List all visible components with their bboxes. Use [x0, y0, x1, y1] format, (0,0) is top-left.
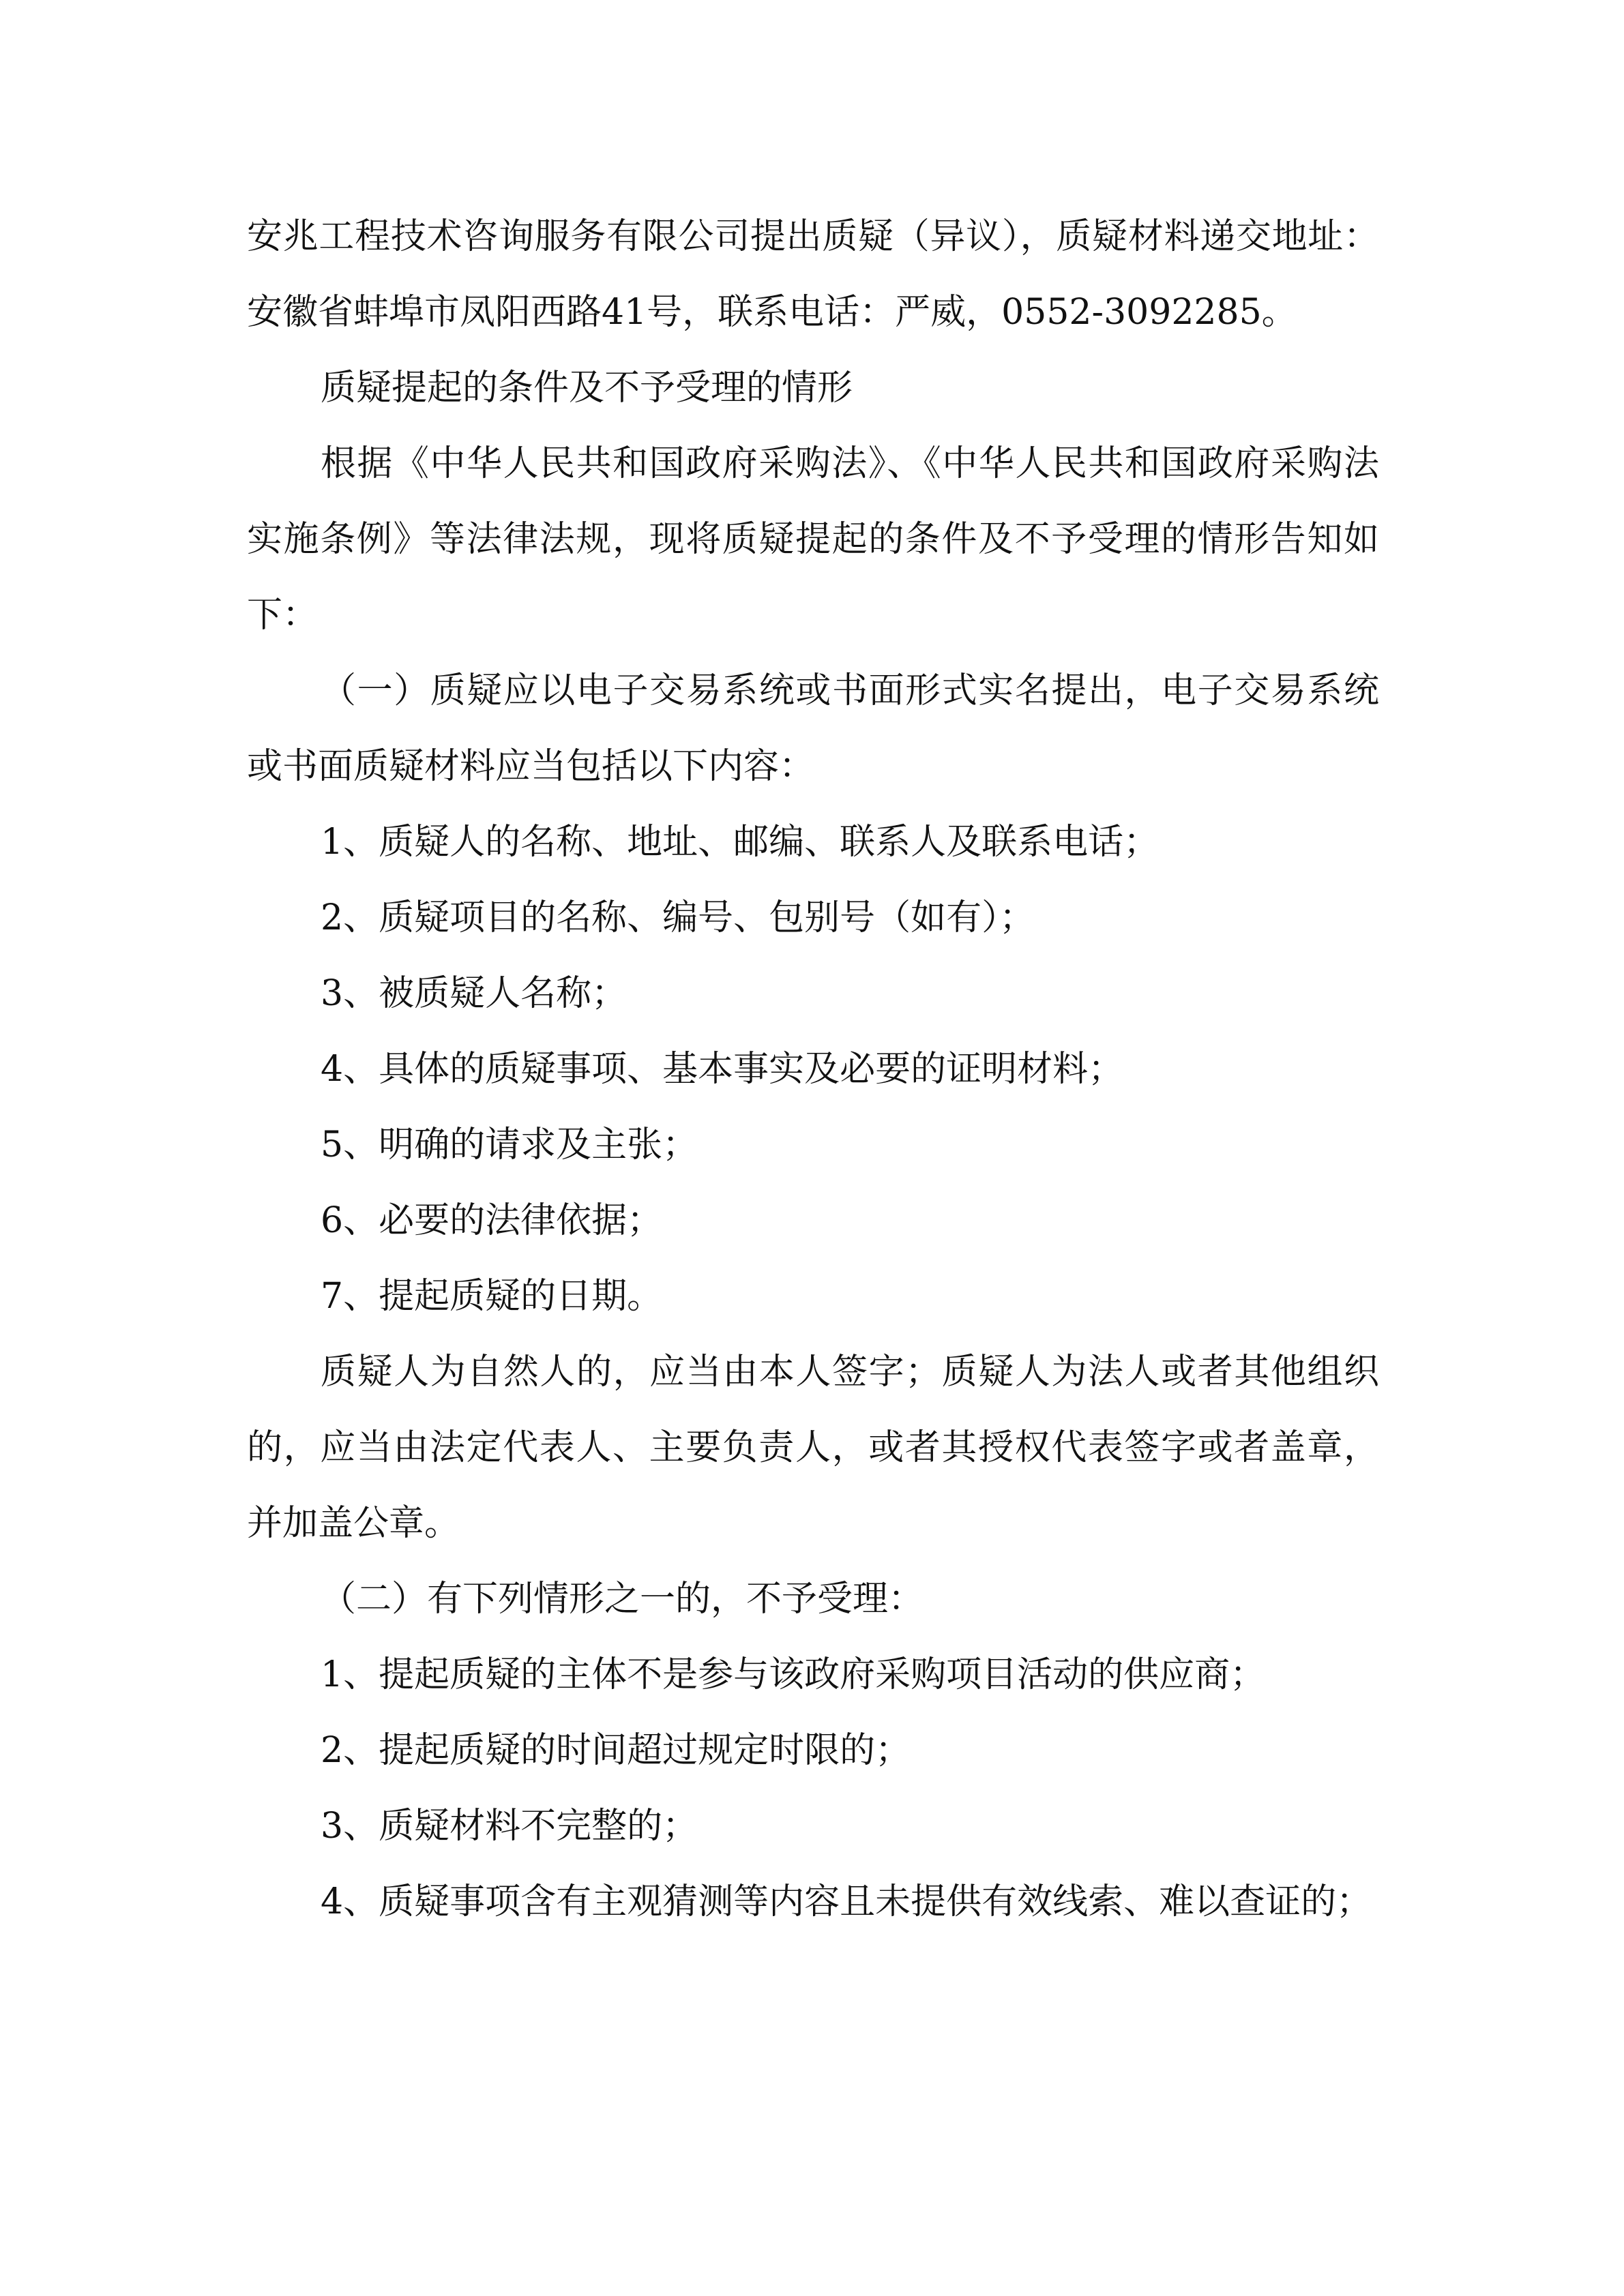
paragraph-legal-basis: 根据《中华人民共和国政府采购法》、《中华人民共和国政府采购法实施条例》等法律法规，现将质疑提起的条件及不予受理的情形告知如下：: [247, 443, 1379, 636]
list-item: 2、质疑项目的名称、编号、包别号（如有）；: [321, 897, 1035, 938]
list-item: 4、具体的质疑事项、基本事实及必要的证明材料；: [321, 1049, 1124, 1090]
list-item: 7、提起质疑的日期。: [321, 1276, 663, 1317]
list-item: 5、明确的请求及主张；: [321, 1124, 698, 1165]
list-item: 1、提起质疑的主体不是参与该政府采购项目活动的供应商；: [321, 1654, 1266, 1695]
paragraph-clause-one: （一）质疑应以电子交易系统或书面形式实名提出，电子交易系统或书面质疑材料应当包括以下内容：: [247, 670, 1379, 787]
document-body: [247, 199, 1379, 1940]
list-item: 4、质疑事项含有主观猜测等内容且未提供有效线索、难以查证的；: [321, 1881, 1372, 1922]
list-item: 6、必要的法律依据；: [321, 1200, 663, 1241]
list-item: 3、质疑材料不完整的；: [321, 1806, 698, 1847]
list-item: 2、提起质疑的时间超过规定时限的；: [321, 1730, 911, 1771]
list-item: 1、质疑人的名称、地址、邮编、联系人及联系电话；: [321, 822, 1160, 863]
paragraph-objection-address: 安兆工程技术咨询服务有限公司提出质疑（异议），质疑材料递交地址：安徽省蚌埠市凤阳西路41号，联系电话：严威，0552-3092285。: [247, 216, 1379, 333]
paragraph-signature-requirement: 质疑人为自然人的，应当由本人签字；质疑人为法人或者其他组织的，应当由法定代表人、主要负责人，或者其授权代表签字或者盖章，并加盖公章。: [247, 1352, 1379, 1544]
paragraph-section-heading: 质疑提起的条件及不予受理的情形: [321, 368, 853, 408]
list-item: 3、被质疑人名称；: [321, 973, 628, 1014]
paragraph-clause-two: （二）有下列情形之一的，不予受理：: [321, 1579, 924, 1620]
